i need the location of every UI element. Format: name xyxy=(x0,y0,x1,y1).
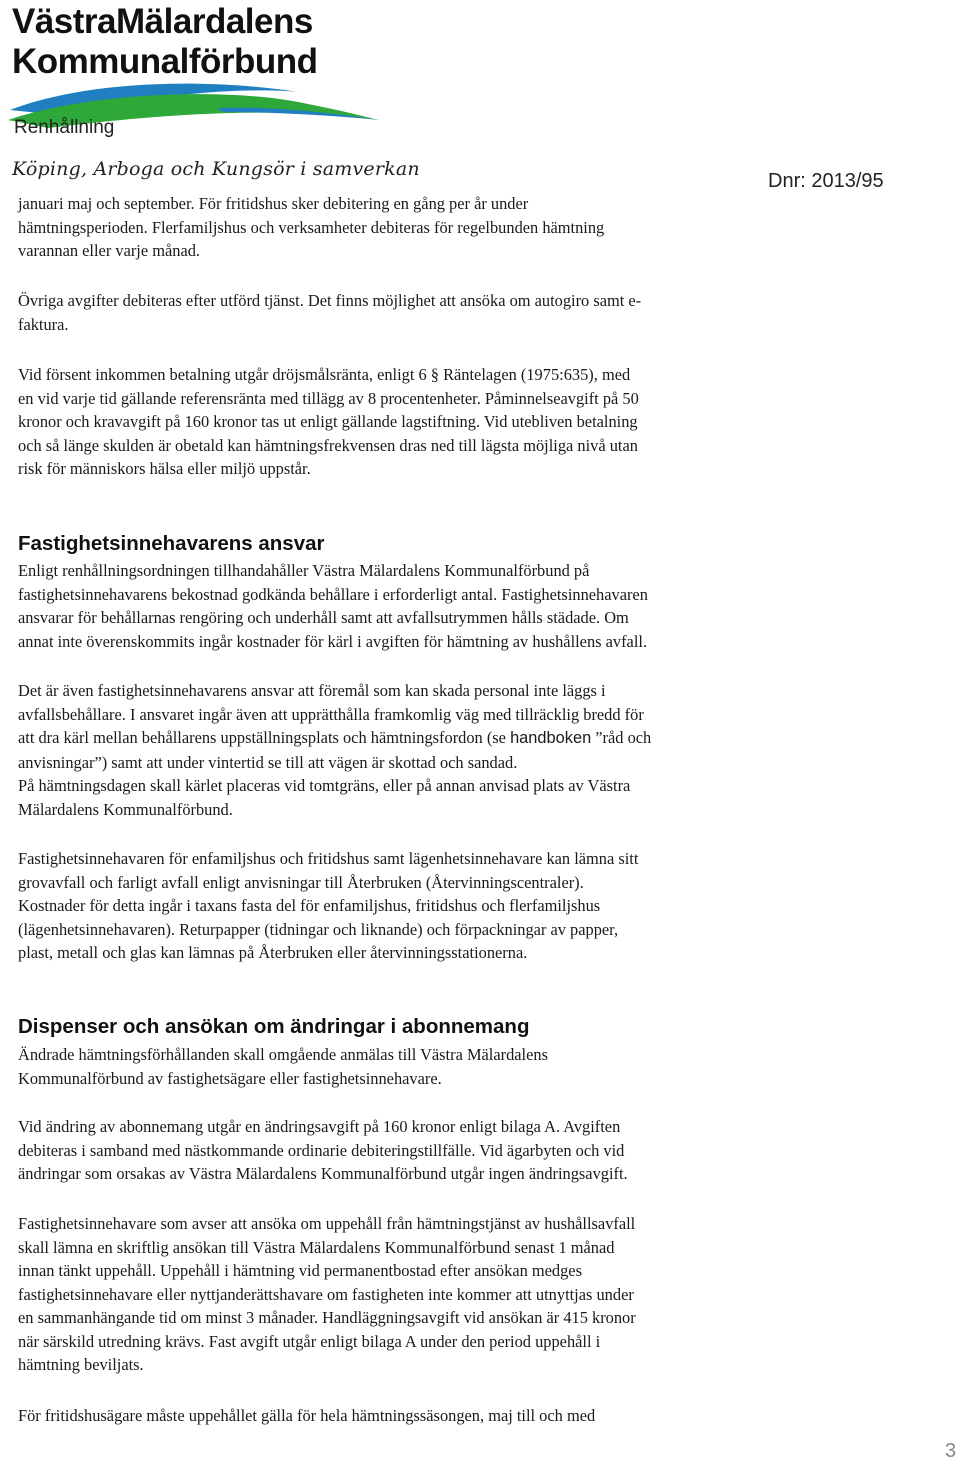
paragraph-containers xyxy=(18,559,818,653)
logo-department: Renhållning xyxy=(14,117,115,138)
text-line: För fritidshusägare måste uppehållet gälla för hela hämtningssäsongen, maj till och med xyxy=(18,1406,596,1425)
text-line: en sammanhängande tid om minst 3 månader. Handläggningsavgift vid ansökan är 415 kronor xyxy=(18,1308,636,1327)
heading-text: Fastighetsinnehavarens ansvar xyxy=(18,532,325,555)
paragraph-late-payment xyxy=(18,363,818,481)
document-reference-number: Dnr: 2013/95 xyxy=(768,170,884,192)
text-line: faktura. xyxy=(18,314,69,334)
text-line: januari maj och september. För fritidshus sker debitering en gång per år under xyxy=(18,194,529,213)
text-line: och så länge skulden är obetald kan hämtningsfrekvensen dras ned till lägsta möjliga nivå utan xyxy=(18,435,638,455)
text-line: Fastighetsinnehavaren för enfamiljshus och fritidshus samt lägenhetsinnehavare kan lämna sitt xyxy=(18,849,639,868)
text-line: när särskild utredning krävs. Fast avgift utgår enligt bilaga A under den period uppehåll i xyxy=(18,1331,601,1351)
text-line: skall lämna en skriftlig ansökan till Västra Mälardalens Kommunalförbund senast 1 månad xyxy=(18,1237,615,1257)
text-line: Vid försent inkommen betalning utgår dröjsmålsränta, enligt 6 § Räntelagen (1975:635), med xyxy=(18,365,631,384)
text-segment: att dra kärl mellan behållarens uppställningsplats och hämtningsfordon (se xyxy=(18,728,511,747)
paragraph-changed-conditions xyxy=(18,1043,818,1090)
paragraph-change-fee xyxy=(18,1115,818,1186)
paragraph-holiday-homes xyxy=(18,1404,818,1428)
text-line: Mälardalens Kommunalförbund. xyxy=(18,799,233,819)
text-line: hämtningsperioden. Flerfamiljshus och verksamheter debiteras för regelbunden hämtning xyxy=(18,217,605,237)
text-line: varannan eller varje månad. xyxy=(18,241,201,260)
text-line: en vid varje tid gällande referensränta med tillägg av 8 procentenheter. Påminnelseavgift på 50 xyxy=(18,388,639,408)
text-line: risk för människors hälsa eller miljö uppstår. xyxy=(18,459,311,478)
paragraph-suspension xyxy=(18,1212,818,1377)
text-line: Vid ändring av abonnemang utgår en ändringsavgift på 160 kronor enligt bilaga A. Avgiften xyxy=(18,1117,621,1136)
text-line: På hämtningsdagen skall kärlet placeras vid tomtgräns, eller på annan anvisad plats av Västra xyxy=(18,776,631,795)
paragraph-other-fees xyxy=(18,289,818,336)
tagline: Köping, Arboga och Kungsör i samverkan xyxy=(12,158,420,180)
heading-text: Dispenser och ansökan om ändringar i abonnemang xyxy=(18,1015,530,1038)
text-line: avfallsbehållare. I ansvaret ingår även att upprätthålla framkomlig väg med tillräcklig bredd för xyxy=(18,704,644,724)
section-heading-dispensations xyxy=(18,1014,818,1040)
page-number: 3 xyxy=(945,1440,957,1462)
paragraph-bulky-waste xyxy=(18,847,818,965)
text-line xyxy=(18,726,818,751)
text-line: grovavfall och farligt avfall enligt anvisningar till Återbruken (Återvinningscentraler). xyxy=(18,872,584,892)
text-line: plast, metall och glas kan lämnas på Återbruken eller återvinningsstationerna. xyxy=(18,943,528,962)
text-line: Enligt renhållningsordningen tillhandahåller Västra Mälardalens Kommunalförbund på xyxy=(18,561,590,580)
logo-name-line-2: Kommunalförbund xyxy=(12,42,318,81)
text-line: hämtning beviljats. xyxy=(18,1355,144,1374)
logo-name-line-1: VästraMälardalens xyxy=(12,2,313,41)
text-line: fastighetsinnehavare eller nyttjanderättshavare om fastigheten inte kommer att utnyttjas under xyxy=(18,1284,634,1304)
text-line: ändringar som orsakas av Västra Mälardalens Kommunalförbund utgår ingen ändringsavgift. xyxy=(18,1164,628,1183)
text-line: anvisningar”) samt att under vintertid se till att vägen är skottad och sandad. xyxy=(18,752,518,772)
text-line: Fastighetsinnehavare som avser att ansöka om uppehåll från hämtningstjänst av hushållsavfall xyxy=(18,1214,636,1233)
text-segment: ”råd och xyxy=(591,728,652,747)
text-line: debiteras i samband med nästkommande ordinarie debiteringstillfälle. Vid ägarbyten och vid xyxy=(18,1140,625,1160)
text-line: Kostnader för detta ingår i taxans fasta del för enfamiljshus, fritidshus och flerfamiljshus xyxy=(18,896,601,915)
text-line: Övriga avgifter debiteras efter utförd tjänst. Det finns möjlighet att ansöka om autogiro samt e- xyxy=(18,291,642,310)
paragraph-billing-periods xyxy=(18,192,818,263)
text-line: (lägenhetsinnehavaren). Returpapper (tidningar och liknande) och förpackningar av papper, xyxy=(18,919,619,939)
section-heading-property-owner-responsibility xyxy=(18,531,818,557)
text-line: Det är även fastighetsinnehavarens ansvar att föremål som kan skada personal inte läggs i xyxy=(18,681,606,700)
paragraph-access-responsibility xyxy=(18,679,818,821)
text-line: Kommunalförbund av fastighetsägare eller fastighetsinnehavare. xyxy=(18,1068,442,1088)
handbook-link[interactable]: handboken xyxy=(510,729,592,747)
text-line: annat inte överenskommits ingår kostnader för kärl i avgiften för hämtning av hushållens avfall. xyxy=(18,631,648,651)
text-line: fastighetsinnehavarens bekostnad godkända behållare i erforderligt antal. Fastighetsinnehavaren xyxy=(18,584,648,604)
text-line: ansvarar för behållarnas rengöring och underhåll samt att avfallsutrymmen hålls städade. Om xyxy=(18,608,629,627)
text-line: kronor och kravavgift på 160 kronor tas ut enligt gällande lagstiftning. Vid utebliven betalning xyxy=(18,412,638,431)
text-line: Ändrade hämtningsförhållanden skall omgående anmälas till Västra Mälardalens xyxy=(18,1045,548,1064)
text-line: innan tänkt uppehåll. Uppehåll i hämtning vid permanentbostad efter ansökan medges xyxy=(18,1261,582,1280)
